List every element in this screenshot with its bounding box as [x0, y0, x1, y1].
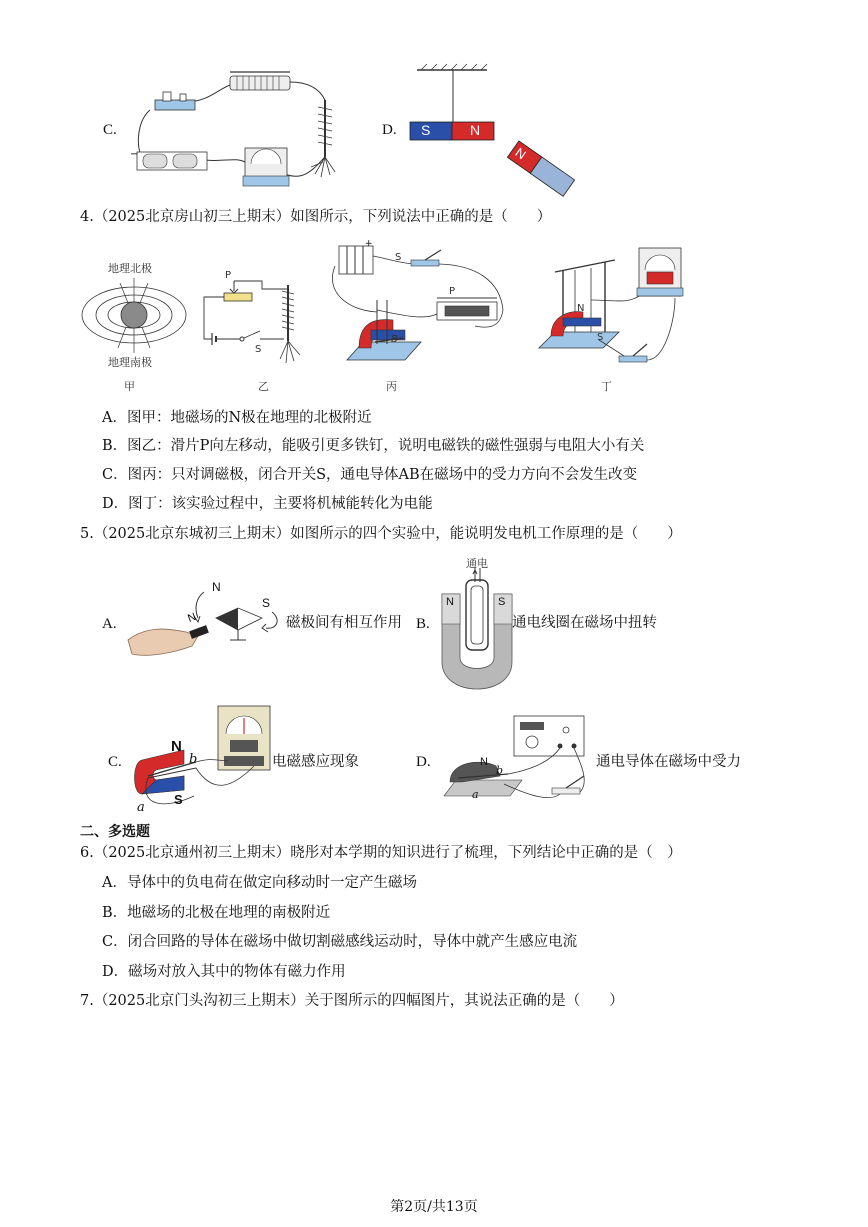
q5-option-b-figure [438, 558, 518, 694]
q5-option-b-text: 通电线圈在磁场中扭转 [512, 615, 657, 631]
q4-fig-ding-n: N [577, 303, 585, 314]
q4-fig-bing [325, 240, 525, 380]
q6-option-c: C．闭合回路的导体在磁场中做切割磁感线运动时，导体中就产生感应电流 [102, 934, 578, 950]
q5-option-d-n: N [480, 756, 488, 768]
q6-option-d: D．磁场对放入其中的物体有磁力作用 [102, 964, 346, 980]
q3-option-d-label: D. [382, 122, 397, 138]
page-number-footer: 第2页/共13页 [390, 1199, 478, 1215]
q5-option-a-figure [126, 578, 286, 664]
q5-option-c-a: a [137, 800, 145, 815]
q4-caption-bing: 丙 [386, 380, 397, 393]
q5-option-d-text: 通电导体在磁场中受力 [596, 754, 741, 770]
q4-fig-jia-south: 地理南极 [108, 356, 152, 369]
q5-option-d-figure [440, 712, 596, 808]
q5-option-c-label: C. [108, 754, 122, 770]
q5-option-c-text: 电磁感应现象 [272, 754, 359, 770]
q5-option-a-compass-s: S [262, 596, 271, 610]
q3-magnet-n-label: N [470, 122, 481, 138]
q3-magnet2-n-label: N [512, 144, 529, 163]
q4-caption-yi: 乙 [258, 380, 269, 393]
q5-option-c-b: b [189, 752, 198, 767]
q4-fig-bing-s: S [395, 252, 402, 263]
q4-fig-yi-p: P [225, 270, 232, 281]
q5-option-c-n: N [171, 738, 182, 755]
q6-option-b: B．地磁场的北极在地理的南极附近 [102, 905, 331, 921]
q5-option-c-s: S [174, 792, 183, 807]
q4-option-b: B．图乙：滑片P向左移动，能吸引更多铁钉，说明电磁铁的磁性强弱与电阻大小有关 [102, 438, 645, 454]
q5-option-a-text: 磁极间有相互作用 [286, 615, 402, 631]
q3-magnet-s-label: S [421, 122, 431, 138]
q3-option-c-label: C. [103, 122, 117, 138]
q5-stem: 5.（2025北京东城初三上期末）如图所示的四个实验中，能说明发电机工作原理的是（ ） [80, 526, 682, 542]
q5-option-d-a: a [472, 788, 479, 801]
q4-fig-ding-s: S [597, 332, 604, 343]
q5-option-b-n: N [446, 596, 454, 608]
q4-option-c: C．图丙：只对调磁极，闭合开关S，通电导体AB在磁场中的受力方向不会发生改变 [102, 467, 638, 483]
q5-option-a-magnet-n: N [186, 611, 198, 625]
q5-option-b-label: B. [416, 616, 430, 632]
section-multiple-choice-title: 二、多选题 [80, 824, 150, 840]
q4-fig-ding [535, 240, 690, 380]
q4-fig-yi-s: S [255, 344, 262, 355]
q4-fig-bing-p: P [449, 286, 456, 297]
q4-caption-jia: 甲 [124, 380, 135, 393]
q6-stem: 6.（2025北京通州初三上期末）晓彤对本学期的知识进行了梳理，下列结论中正确的是（ ） [80, 845, 682, 861]
q3-option-c-figure [125, 62, 345, 194]
svg-text:+: + [365, 239, 373, 249]
q4-fig-bing-b: B [391, 334, 398, 345]
q5-option-b-s: S [498, 596, 506, 608]
q4-fig-jia-north: 地理北极 [108, 262, 152, 275]
q5-option-b-top-label: 通电 [466, 557, 488, 570]
svg-text:−: − [130, 149, 139, 160]
q5-option-d-b: b [496, 764, 504, 777]
q5-option-d-label: D. [416, 754, 431, 770]
q7-stem: 7.（2025北京门头沟初三上期末）关于图所示的四幅图片，其说法正确的是（ ） [80, 993, 624, 1009]
q4-option-d: D．图丁：该实验过程中，主要将机械能转化为电能 [102, 496, 433, 512]
q4-stem: 4.（2025北京房山初三上期末）如图所示，下列说法中正确的是（ ） [80, 209, 552, 225]
q4-option-a: A．图甲：地磁场的N极在地理的北极附近 [102, 410, 372, 426]
q5-option-c-figure [134, 706, 274, 816]
q5-option-a-compass-n: N [212, 580, 221, 594]
q4-fig-yi [196, 275, 308, 375]
q3-option-d-figure [405, 66, 585, 194]
q4-caption-ding: 丁 [601, 380, 612, 393]
q6-option-a: A．导体中的负电荷在做定向移动时一定产生磁场 [102, 875, 417, 891]
q5-option-a-label: A. [102, 616, 117, 632]
